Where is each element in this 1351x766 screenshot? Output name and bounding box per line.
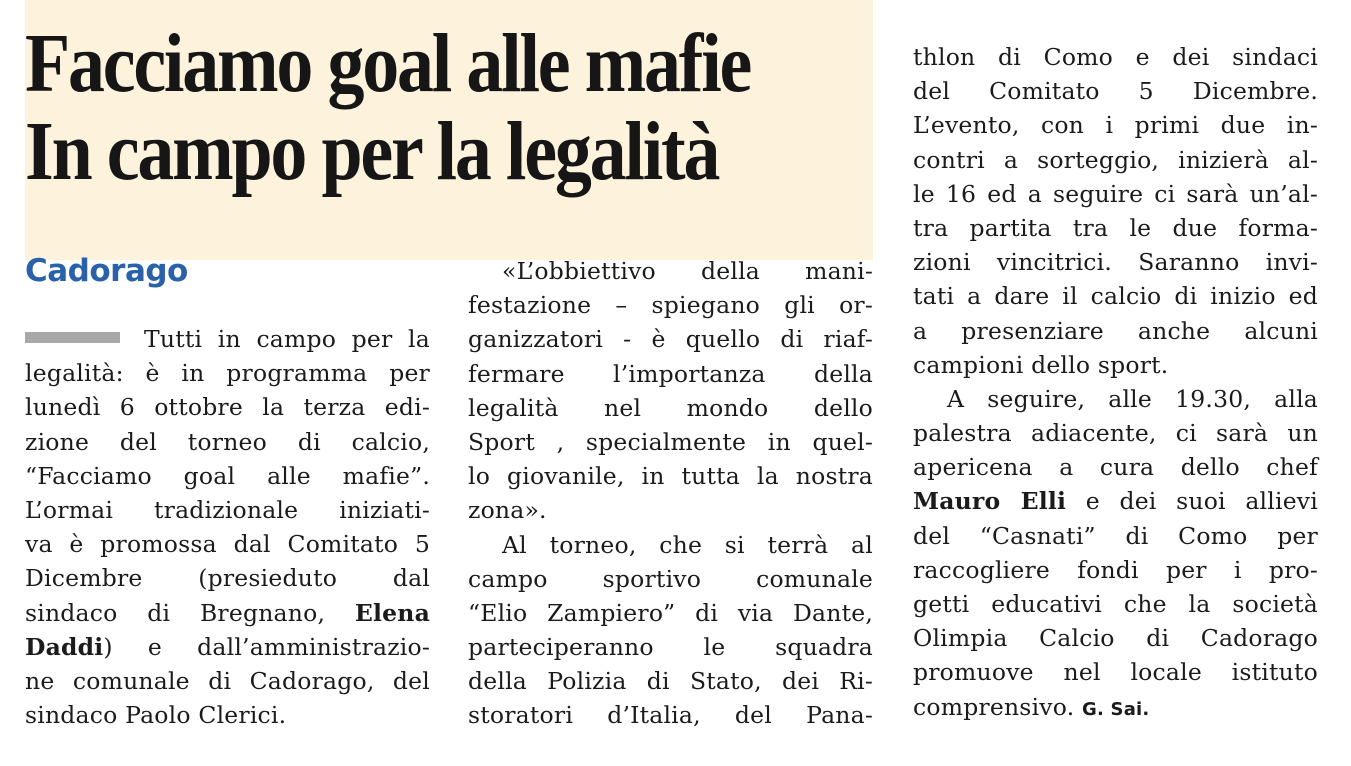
text-line: le 16 ed a seguire ci sarà un’al- [913, 179, 1318, 208]
text-line: del Comitato 5 Dicembre. [913, 77, 1318, 106]
article-column-2 [468, 254, 873, 733]
text-line: lo giovanile, in tutta la nostra [468, 462, 873, 491]
location-kicker: Cadorago [25, 253, 188, 289]
author-signature: G. Sai. [1082, 698, 1150, 720]
text-line: zioni vincitrici. Saranno invi- [913, 248, 1318, 277]
text-line: Daddi) e dall’amministrazio- [25, 632, 430, 661]
text-line: thlon di Como e dei sindaci [913, 43, 1318, 71]
lead-bar [25, 332, 120, 343]
text-line: getti educativi che la società [913, 590, 1318, 618]
text-line: a presenziare anche alcuni [913, 316, 1318, 345]
text-line: palestra adiacente, ci sarà un [913, 419, 1318, 448]
text-line: lunedì 6 ottobre la terza edi- [25, 393, 430, 422]
person-name-bold: Elena [354, 598, 430, 627]
text-line: Olimpia Calcio di Cadorago [913, 624, 1318, 653]
text-line: fermare l’importanza della [468, 359, 873, 388]
text-line: “Elio Zampiero” di via Dante, [468, 598, 873, 627]
text-line: promuove nel locale istituto [913, 658, 1318, 687]
text-line: apericena a cura dello chef [913, 453, 1318, 482]
text-line: zione del torneo di calcio, [25, 427, 430, 456]
text-line: «L’obbiettivo della mani- [502, 257, 873, 285]
text-line: legalità: è in programma per [25, 359, 430, 388]
text-line: campioni dello sport. [913, 350, 1169, 379]
text-line: ganizzatori - è quello di riaf- [468, 325, 873, 354]
text-line: L’ormai tradizionale iniziati- [25, 495, 430, 524]
text-line: contri a sorteggio, inizierà al- [913, 145, 1318, 174]
text-line: zona». [468, 496, 547, 525]
text-line: “Facciamo goal alle mafie”. [25, 461, 430, 490]
text-line: va è promossa dal Comitato 5 [25, 530, 430, 559]
headline [25, 17, 782, 198]
headline-line-1: Facciamo goal alle mafie [25, 17, 751, 110]
text-line: Dicembre (presieduto dal [25, 564, 430, 593]
headline-line-2: In campo per la legalità [25, 105, 719, 198]
article-column-1 [25, 322, 430, 732]
person-name-bold: Daddi [25, 632, 104, 661]
text-line: L’evento, con i primi due in- [913, 111, 1318, 140]
text-line: della Polizia di Stato, dei Ri- [468, 667, 873, 696]
text-line: tra partita tra le due forma- [913, 213, 1318, 242]
text-line: raccogliere fondi per i pro- [913, 555, 1318, 584]
text-line: Mauro Elli e dei suoi allievi [913, 487, 1319, 516]
text-line: legalità nel mondo dello [468, 393, 873, 422]
text-line: sindaco Paolo Clerici. [25, 701, 287, 730]
text-line: campo sportivo comunale [468, 564, 873, 593]
text-line: storatori d’Italia, del Pana- [468, 701, 873, 730]
text-line: parteciperanno le squadra [468, 633, 873, 662]
text-line: ne comunale di Cadorago, del [25, 666, 430, 695]
text-line: Al torneo, che si terrà al [502, 530, 873, 559]
text-line: Sport , specialmente in quel- [468, 427, 873, 456]
text-line: Tutti in campo per la [25, 322, 430, 356]
text-line: comprensivo. G. Sai. [913, 692, 1150, 721]
text-line: sindaco di Bregnano, Elena [25, 598, 430, 627]
text-line: festazione – spiegano gli or- [468, 291, 873, 320]
text-line: del “Casnati” di Como per [913, 521, 1318, 550]
text-line: A seguire, alle 19.30, alla [947, 384, 1318, 413]
text-line: tati a dare il calcio di inizio ed [913, 282, 1318, 311]
chef-name-bold: Mauro Elli [913, 487, 1067, 516]
article-column-3 [913, 40, 1318, 724]
